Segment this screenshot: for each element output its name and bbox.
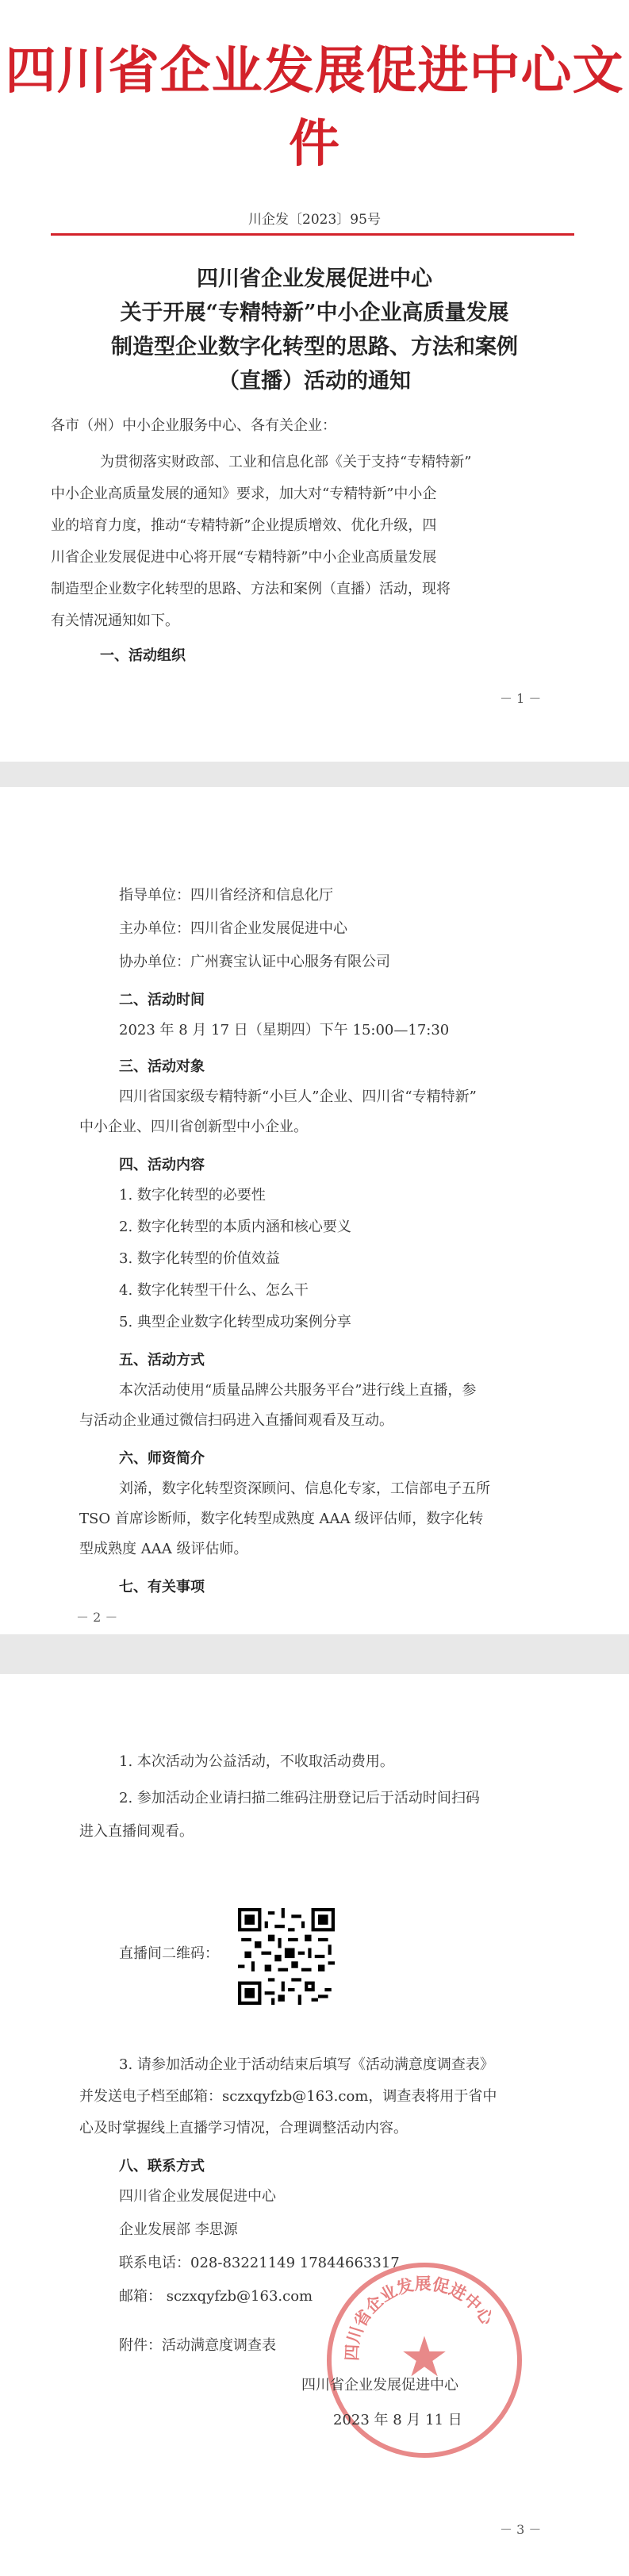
- section-heading-7: 七、有关事项: [119, 1579, 205, 1595]
- organizer-row: [119, 949, 390, 976]
- section-heading-1: 一、活动组织: [100, 647, 186, 664]
- title-line: 制造型企业数字化转型的思路、方法和案例: [111, 335, 518, 359]
- note-line: 进入直播间观看。: [79, 1823, 194, 1840]
- note-line: 并发送电子档至邮箱：sczxqyfzb@163.com，调查表将用于省中: [79, 2088, 497, 2105]
- teacher-line: 刘浠，数字化转型资深顾问、信息化专家，工信部电子五所: [119, 1480, 490, 1497]
- teacher-line: TSO 首席诊断师，数字化转型成熟度 AAA 级评估师，数字化转: [79, 1511, 484, 1527]
- page-number: － 3 －: [500, 2522, 542, 2537]
- organizer-row: [119, 882, 333, 909]
- contact-org: 四川省企业发展促进中心: [119, 2188, 276, 2205]
- organizer-value: 四川省企业发展促进中心: [190, 920, 347, 937]
- note-line: 2. 参加活动企业请扫描二维码注册登记后于活动时间扫码: [119, 1790, 480, 1806]
- seal-text: 四川省企业发展促进中心: [342, 2274, 497, 2362]
- organizer-row: [119, 916, 347, 942]
- teacher-line: 型成熟度 AAA 级评估师。: [79, 1541, 248, 1557]
- method-line: 与活动企业通过微信扫码进入直播间观看及互动。: [79, 1412, 393, 1429]
- live-room-qr-code[interactable]: [238, 1908, 335, 2005]
- content-item: 1. 数字化转型的必要性: [119, 1187, 266, 1204]
- intro-line: 业的培育力度，推动“专精特新”企业提质增效、优化升级，四: [51, 517, 437, 534]
- audience-line: 四川省国家级专精特新“小巨人”企业、四川省“专精特新”: [119, 1088, 477, 1105]
- content-item: 3. 数字化转型的价值效益: [119, 1250, 280, 1267]
- section-heading-5: 五、活动方式: [119, 1352, 205, 1369]
- document-page-3: [0, 1674, 629, 2576]
- seal-star-icon: ★: [399, 2325, 450, 2390]
- contact-phone: 联系电话：028-83221149 17844663317: [119, 2255, 400, 2271]
- document-page-1: [0, 0, 629, 762]
- salutation: 各市（州）中小企业服务中心、各有关企业：: [51, 417, 336, 434]
- method-line: 本次活动使用“质量品牌公共服务平台”进行线上直播，参: [119, 1382, 477, 1399]
- masthead-title: 四川省企业发展促进中心文件: [5, 42, 624, 174]
- attachment-note: 附件：活动满意度调查表: [119, 2337, 276, 2354]
- page-number: － 2 －: [76, 1610, 118, 1625]
- organizer-value: 广州赛宝认证中心服务有限公司: [190, 954, 390, 970]
- red-divider-line: [51, 233, 574, 236]
- content-item: 2. 数字化转型的本质内涵和核心要义: [119, 1219, 351, 1235]
- organizer-label: 协办单位：: [119, 954, 190, 970]
- signature-date: 2023 年 8 月 11 日: [333, 2412, 462, 2428]
- intro-line: 制造型企业数字化转型的思路、方法和案例（直播）活动，现将: [51, 581, 451, 597]
- contact-email: 邮箱： sczxqyfzb@163.com: [119, 2288, 313, 2305]
- note-line: 1. 本次活动为公益活动，不收取活动费用。: [119, 1753, 394, 1770]
- intro-line: 中小企业高质量发展的通知》要求，加大对“专精特新”中小企: [51, 486, 437, 502]
- document-page-2: [0, 787, 629, 1634]
- intro-line: 为贯彻落实财政部、工业和信息化部《关于支持“专精特新”: [100, 454, 472, 470]
- note-line: 心及时掌握线上直播学习情况，合理调整活动内容。: [79, 2120, 408, 2136]
- section-heading-4: 四、活动内容: [119, 1157, 205, 1173]
- section-heading-3: 三、活动对象: [119, 1058, 205, 1075]
- title-line: 四川省企业发展促进中心: [197, 267, 432, 291]
- qr-label: 直播间二维码：: [119, 1945, 219, 1962]
- intro-line: 有关情况通知如下。: [51, 612, 179, 629]
- note-line: 3. 请参加活动企业于活动结束后填写《活动满意度调查表》: [119, 2056, 494, 2073]
- section-heading-6: 六、师资简介: [119, 1450, 205, 1467]
- event-time: 2023 年 8 月 17 日（星期四）下午 15:00—17:30: [119, 1022, 450, 1038]
- title-line: 关于开展“专精特新”中小企业高质量发展: [120, 301, 509, 325]
- organizer-label: 主办单位：: [119, 920, 190, 937]
- section-heading-8: 八、联系方式: [119, 2158, 205, 2175]
- organizer-value: 四川省经济和信息化厅: [190, 887, 333, 904]
- contact-dept: 企业发展部 李思源: [119, 2221, 238, 2238]
- page-number: － 1 －: [500, 691, 542, 706]
- content-item: 5. 典型企业数字化转型成功案例分享: [119, 1314, 351, 1330]
- content-item: 4. 数字化转型干什么、怎么干: [119, 1282, 309, 1299]
- section-heading-2: 二、活动时间: [119, 992, 205, 1008]
- audience-line: 中小企业、四川省创新型中小企业。: [79, 1119, 308, 1135]
- document-number: 川企发〔2023〕95号: [248, 212, 381, 228]
- organizer-label: 指导单位：: [119, 887, 190, 904]
- title-line: （直播）活动的通知: [218, 369, 411, 394]
- signature-org: 四川省企业发展促进中心: [301, 2377, 458, 2394]
- intro-line: 川省企业发展促进中心将开展“专精特新”中小企业高质量发展: [51, 549, 437, 566]
- qr-code-image: [238, 1908, 335, 2005]
- notice-title: [0, 262, 629, 398]
